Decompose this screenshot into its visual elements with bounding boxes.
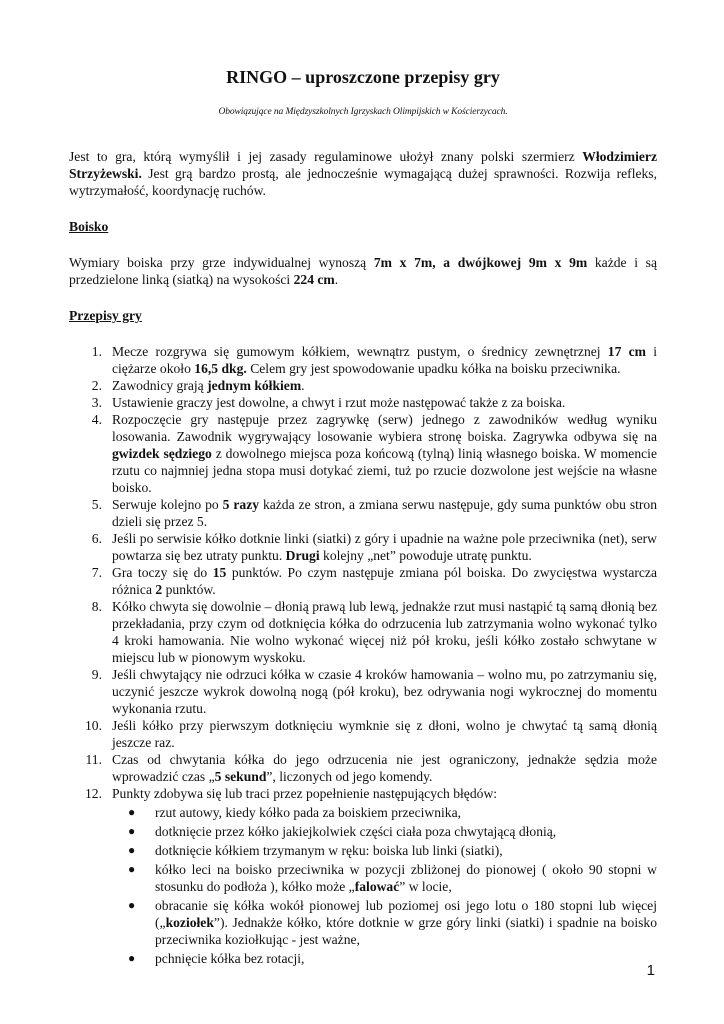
boisko-paragraph	[69, 254, 657, 288]
rule-text: każda ze stron, a zmiana serwu następuje, gdy suma punktów obu stron dzieli się przez 5.	[112, 497, 658, 529]
rule-item	[69, 530, 657, 564]
rule-text: i ciężarze około	[112, 344, 657, 376]
intro-text-2: Jest grą bardzo prostą, ale jednocześnie wymagającą dużej sprawności. Rozwija refleks, wytrzymałość, koordynację ruchów.	[69, 166, 657, 198]
rule-bold: 2	[155, 582, 163, 597]
rule-number: 2.	[91, 378, 102, 393]
rule-bold: 5 razy	[222, 497, 260, 512]
section-heading-boisko: Boisko	[69, 219, 109, 234]
fault-item	[112, 842, 657, 859]
rule-text: Serwuje kolejno po	[112, 497, 223, 512]
fault-item	[112, 804, 657, 821]
rule-text: Czas od chwytania kółka do jego odrzucenia nie jest ograniczony, jednakże sędzia może wprowadzić czas „	[112, 752, 657, 784]
document-title: RINGO – uproszczone przepisy gry	[226, 67, 500, 87]
rule-bold: Drugi	[285, 548, 320, 563]
rule-item	[69, 666, 657, 717]
rule-number: 3.	[91, 395, 102, 410]
bullet-icon: ●	[128, 843, 136, 857]
rule-bold: 5 sekund	[214, 769, 267, 784]
document-page	[69, 66, 657, 967]
fault-item	[112, 897, 657, 948]
fault-text: ” w locie,	[399, 879, 452, 894]
rule-number: 1.	[91, 344, 102, 359]
fault-bold: falować	[354, 879, 400, 894]
rule-text: Ustawienie graczy jest dowolne, a chwyt i rzut może następować także z za boiska.	[112, 395, 566, 410]
rule-text: punktów.	[162, 582, 216, 597]
intro-author: Włodzimierz Strzyżewski.	[69, 149, 657, 181]
rule-text: Jeśli kółko przy pierwszym dotknięciu wymknie się z dłoni, wolno je chwytać tą samą dłonią jeszcze raz.	[112, 718, 657, 750]
rule-text: punktów. Po czym następuje zmiana pól boiska. Do zwycięstwa wystarcza różnica	[112, 565, 657, 597]
boisko-height: 224 cm	[293, 272, 335, 287]
fault-text: pchnięcie kółka bez rotacji,	[155, 951, 305, 966]
rule-bold: gwizdek sędziego	[112, 446, 212, 461]
rule-item	[69, 496, 657, 530]
rule-text: ”, liczonych od jego komendy.	[266, 769, 433, 784]
fault-text: ”). Jednakże kółko, które dotknie w grze góry linki (siatki) i spadnie na boisko przeciwnika koziołkując - jest ważne,	[155, 915, 657, 947]
rule-text: z dowolnego miejsca poza końcową (tylną) linią własnego boiska. W momencie rzutu co najmniej jedna stopa musi dotykać ziemi, tuż po rzucie dozwolone jest wejście na własne boisko.	[112, 446, 657, 495]
rule-text: Jeśli po serwisie kółko dotknie linki (siatki) z góry i upadnie na ważne pole przeciwnika (net), serw powtarza się bez utraty punktu.	[112, 531, 657, 563]
rule-bold: 17 cm	[607, 344, 646, 359]
boisko-text-2: każde i są przedzielone linką (siatką) na wysokości	[69, 255, 657, 287]
rule-number: 6.	[91, 531, 102, 546]
bullet-icon: ●	[128, 824, 136, 838]
boisko-text-3: .	[334, 272, 339, 287]
fault-text: dotknięcie przez kółko jakiejkolwiek części ciała poza chwytającą dłonią,	[155, 824, 557, 839]
rule-bold: jednym kółkiem	[207, 378, 302, 393]
rule-number: 8.	[91, 599, 102, 614]
rules-list	[69, 343, 657, 967]
fault-text: obracanie się kółka wokół pionowej lub poziomej osi jego lotu o 180 stopni lub więcej („	[155, 898, 657, 930]
rule-number: 7.	[91, 565, 102, 580]
rule-number: 5.	[91, 497, 102, 512]
rule-number: 4.	[91, 412, 102, 427]
fault-text: dotknięcie kółkiem trzymanym w ręku: boiska lub linki (siatki),	[155, 843, 503, 858]
rule-text: Kółko chwyta się dowolnie – dłonią prawą lub lewą, jednakże rzut musi nastąpić tą samą dłonią bez przekładania, przy czym od dotknięcia kółka do odrzucenia lub zatrzymania wolno wykonać tylko 4 kroki hamowania. Nie wolno wykonać więcej niż pół kroku, jeśli kółko zostało schwytane w miejscu lub w pionowym wyskoku.	[112, 599, 657, 665]
rule-text: Rozpoczęcie gry następuje przez zagrywkę (serw) jednego z zawodników według wyniku losowania. Zawodnik wygrywający losowanie wybiera stronę boiska. Zagrywka odbywa się na	[112, 412, 657, 444]
fault-text: rzut autowy, kiedy kółko pada za boiskiem przeciwnika,	[155, 805, 462, 820]
rule-bold: 15	[212, 565, 227, 580]
fault-item	[112, 861, 657, 895]
section-heading-przepisy: Przepisy gry	[69, 308, 142, 323]
rule-item	[69, 377, 657, 394]
rule-item	[69, 411, 657, 496]
rule-text: Mecze rozgrywa się gumowym kółkiem, wewnątrz pustym, o średnicy zewnętrznej	[112, 344, 608, 359]
bullet-icon: ●	[128, 951, 136, 965]
rule-text: Gra toczy się do	[112, 565, 213, 580]
intro-paragraph	[69, 148, 657, 199]
document-subtitle: Obowiązujące na Międzyszkolnych Igrzyskach Olimpijskich w Kościerzycach.	[218, 107, 508, 117]
bullet-icon: ●	[128, 862, 136, 876]
page-number: 1	[646, 962, 655, 979]
rule-text: Jeśli chwytający nie odrzuci kółka w czasie 4 kroków hamowania – wolno mu, po zatrzymaniu się, uczynić jeszcze wykrok dowolną nogą (pół kroku), bez odrywania nogi wykrocznej do momentu wykonania rzutu.	[112, 667, 657, 716]
faults-list	[112, 804, 657, 967]
rule-text: .	[301, 378, 305, 393]
fault-bold: koziołek	[165, 915, 214, 930]
rule-item	[69, 785, 657, 967]
rule-item	[69, 717, 657, 751]
rule-text: kolejny „net” powoduje utratę punktu.	[319, 548, 532, 563]
rule-item	[69, 564, 657, 598]
rule-text: Celem gry jest spowodowanie upadku kółka na boisku przeciwnika.	[246, 361, 621, 376]
rule-number: 9.	[91, 667, 102, 682]
fault-item	[112, 950, 657, 967]
rule-text: Zawodnicy grają	[112, 378, 208, 393]
boisko-dimensions: 7m x 7m, a dwójkowej 9m x 9m	[373, 255, 588, 270]
bullet-icon: ●	[128, 898, 136, 912]
rule-number: 10.	[85, 718, 102, 733]
rule-item	[69, 598, 657, 666]
boisko-text-1: Wymiary boiska przy grze indywidualnej wynoszą	[69, 255, 374, 270]
fault-text: kółko leci na boisko przeciwnika w pozycji zbliżonej do pionowej ( około 90 stopni w stosunku do podłoża ), kółko może „	[155, 862, 657, 894]
fault-item	[112, 823, 657, 840]
intro-text-1: Jest to gra, którą wymyślił i jej zasady regulaminowe ułożył znany polski szermierz	[69, 149, 583, 164]
rule-item	[69, 343, 657, 377]
rule-bold: 16,5 dkg.	[194, 361, 247, 376]
rule-item	[69, 394, 657, 411]
bullet-icon: ●	[128, 805, 136, 819]
rule-number: 11.	[85, 752, 102, 767]
rule-number: 12.	[85, 786, 102, 801]
rule-text: Punkty zdobywa się lub traci przez popełnienie następujących błędów:	[112, 786, 498, 801]
rule-item	[69, 751, 657, 785]
